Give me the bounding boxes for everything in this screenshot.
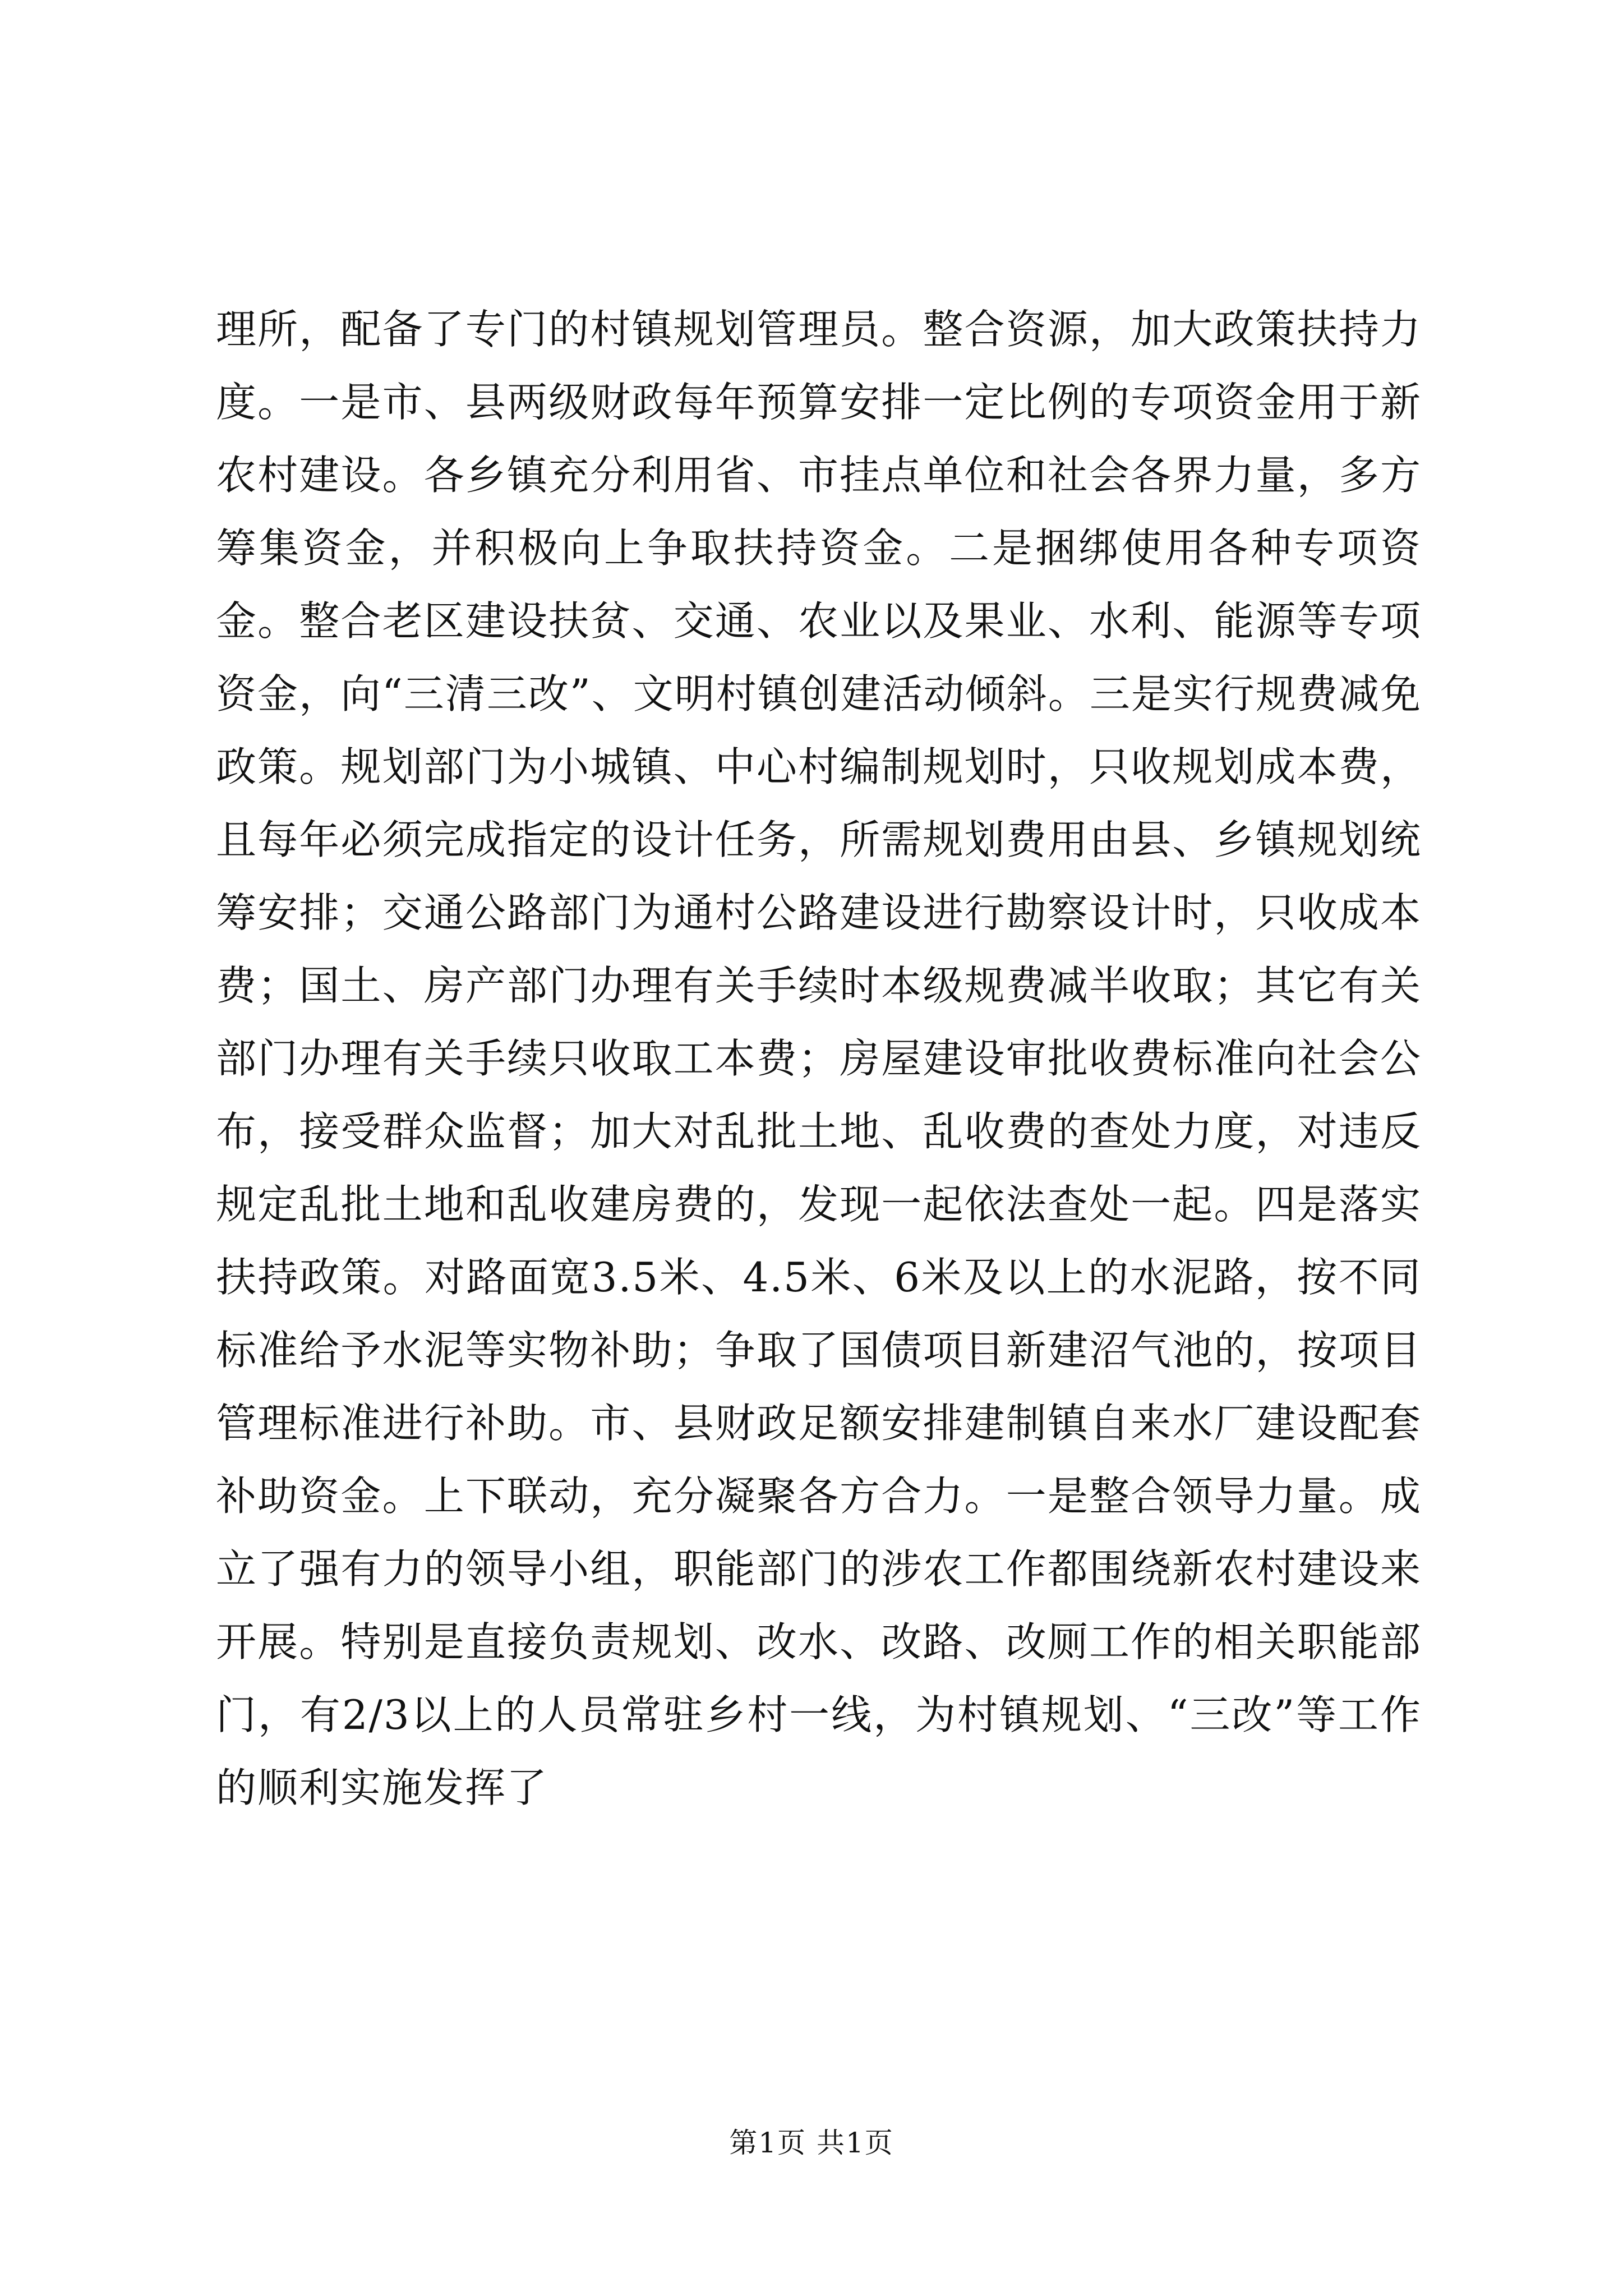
body-paragraph: 理所，配备了专门的村镇规划管理员。整合资源，加大政策扶持力度。一是市、县两级财政每年预算安排一定比例的专项资金用于新农村建设。各乡镇充分利用省、市挂点单位和社会各界力量，多方筹集资金，并积极向上争取扶持资金。二是捆绑使用各种专项资金。整合老区建设扶贫、交通、农业以及果业、水利、能源等专项资金，向“三清三改”、文明村镇创建活动倾斜。三是实行规费减免政策。规划部门为小城镇、中心村编制规划时，只收规划成本费，且每年必须完成指定的设计任务，所需规划费用由县、乡镇规划统筹安排；交通公路部门为通村公路建设进行勘察设计时，只收成本费；国土、房产部门办理有关手续时本级规费减半收取；其它有关部门办理有关手续只收取工本费；房屋建设审批收费标准向社会公布，接受群众监督；加大对乱批土地、乱收费的查处力度，对违反规定乱批土地和乱收建房费的，发现一起依法查处一起。四是落实扶持政策。对路面宽3.5米、4.5米、6米及以上的水泥路，按不同标准给予水泥等实物补助；争取了国债项目新建沼气池的，按项目管理标准进行补助。市、县财政足额安排建制镇自来水厂建设配套补助资金。上下联动，充分凝聚各方合力。一是整合领导力量。成立了强有力的领导小组，职能部门的涉农工作都围绕新农村建设来开展。特别是直接负责规划、改水、改路、改厕工作的相关职能部门，有2/3以上的人员常驻乡村一线，为村镇规划、“三改”等工作的顺利实施发挥了 — [216, 306, 1422, 1811]
page-footer: 第1页 共1页 — [729, 2127, 894, 2159]
